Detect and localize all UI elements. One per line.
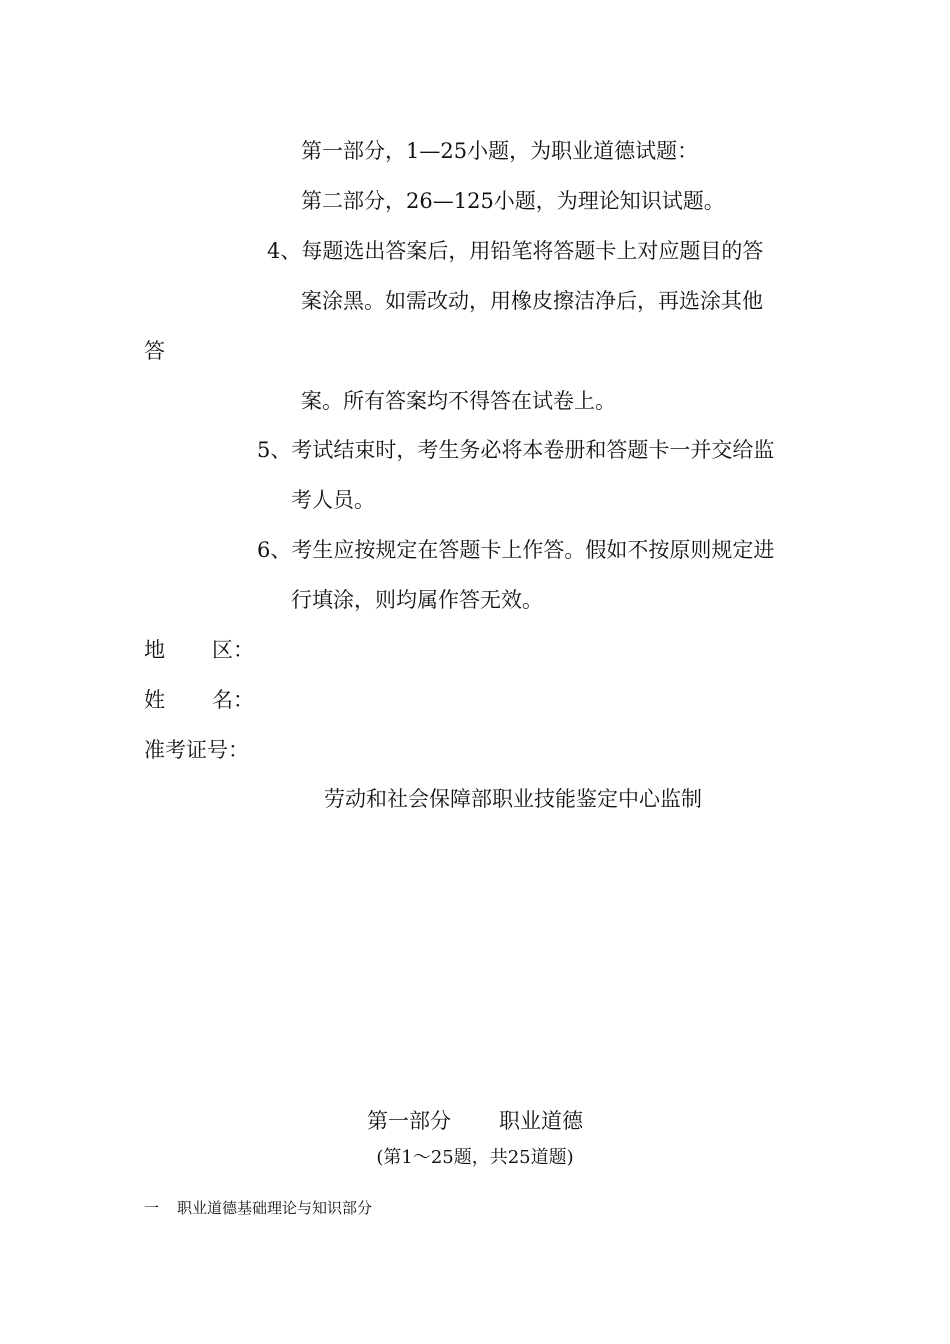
section-subtitle: (第1～25题，共25道题) [376,1147,574,1168]
section-title [0,1108,950,1134]
instruction-item-4-end: 案。所有答案均不得答在试卷上。 [301,389,616,413]
supervisor-line: 劳动和社会保障部职业技能鉴定中心监制 [324,787,702,811]
region-field [144,637,254,663]
instruction-item-4: 4、每题选出答案后，用铅笔将答题卡上对应题目的答 [267,239,764,263]
section-title-name: 职业道德 [499,1109,583,1133]
name-label-a: 姓 [144,688,165,712]
subsection-label: 职业道德基础理论与知识部分 [177,1199,373,1217]
instruction-item-4-cont: 案涂黑。如需改动，用橡皮擦洁净后，再选涂其他 [301,289,763,313]
instruction-item-6: 6、考生应按规定在答题卡上作答。假如不按原则规定进 [257,538,775,562]
instruction-line-part-two: 第二部分，26—125小题，为理论知识试题。 [301,189,725,213]
ticket-label: 准考证号： [144,738,249,762]
region-label-b: 区： [212,638,254,662]
region-label-a: 地 [144,638,165,662]
instruction-item-4-wrap: 答 [144,339,165,363]
name-field [144,687,254,713]
name-label-b: 名： [212,688,254,712]
instruction-line-part-one: 第一部分，1—25小题，为职业道德试题： [301,139,699,163]
instruction-item-5: 5、考试结束时，考生务必将本卷册和答题卡一并交给监 [257,438,775,462]
instruction-item-6-cont: 行填涂，则均属作答无效。 [291,588,543,612]
subsection-number: 一 [144,1199,160,1217]
instruction-item-5-cont: 考人员。 [291,488,375,512]
section-title-part: 第一部分 [367,1109,451,1133]
ticket-field [144,737,249,763]
subsection-heading [144,1198,372,1218]
